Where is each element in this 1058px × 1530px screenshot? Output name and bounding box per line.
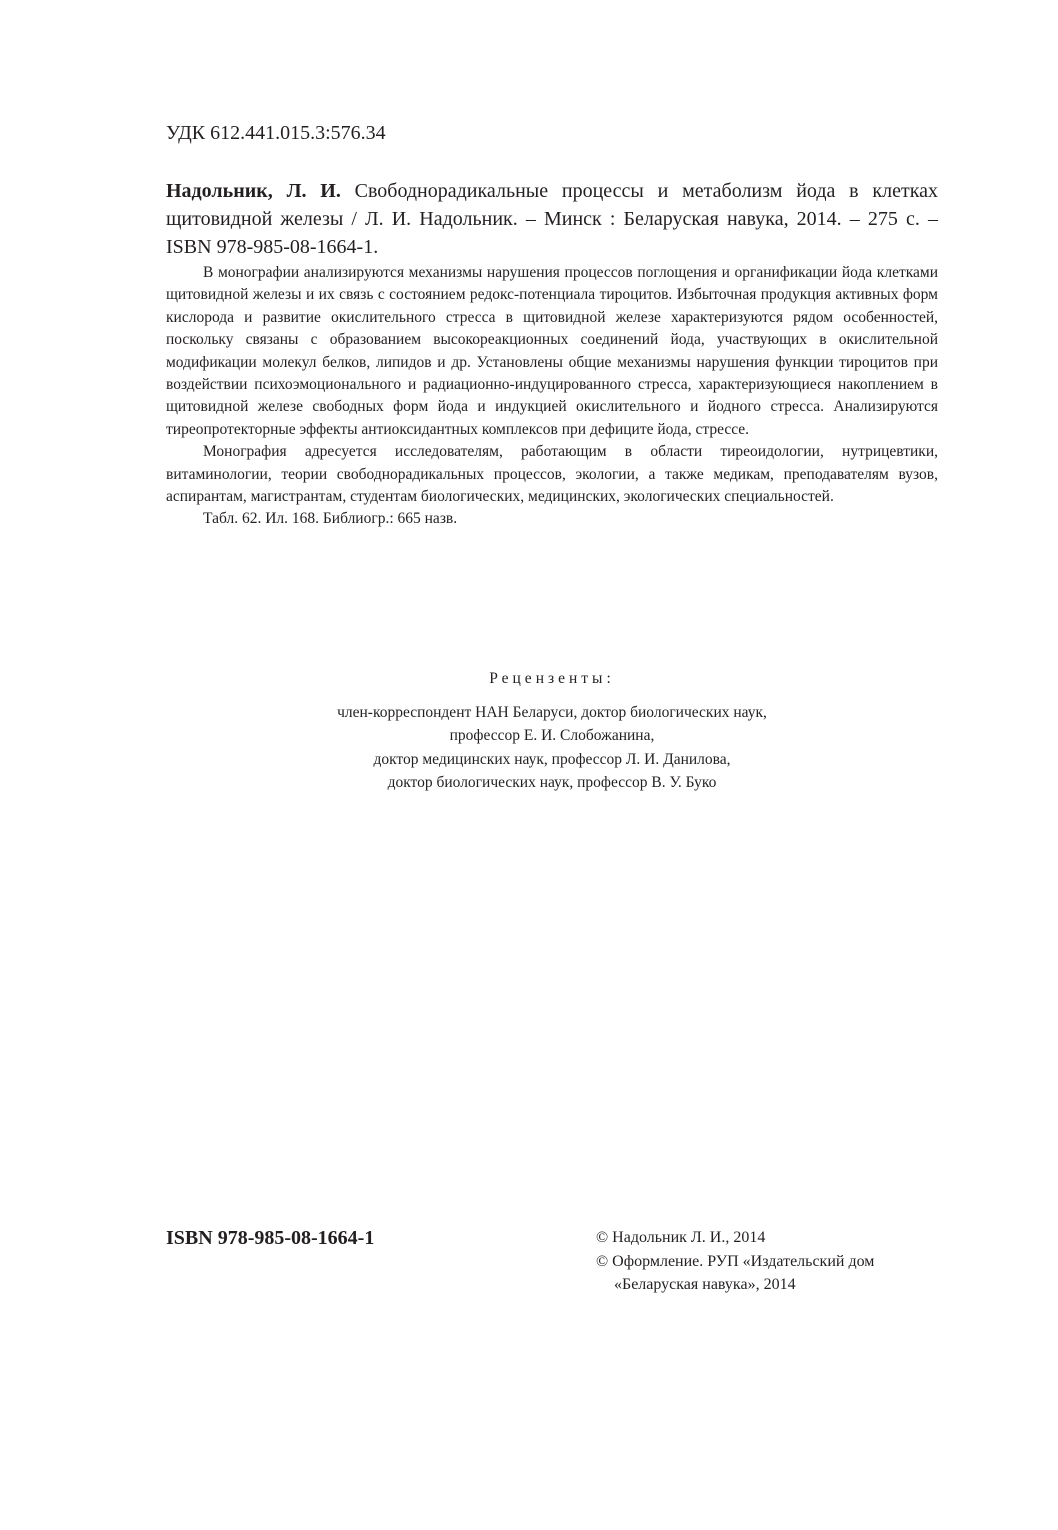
copyright-block (596, 1226, 874, 1297)
reviewer-line: профессор Е. И. Слобожанина, (449, 727, 655, 744)
citation-text: Свободнорадикальные процессы и метаболизм йода в клетках щитовидной железы / Л. И. Надольник. – Минск : Беларуская навука, 2014. – 275 с. – ISBN 978-985-08-1664-1. (166, 180, 938, 258)
citation-author: Надольник, Л. И. (166, 180, 341, 202)
tables-info: Табл. 62. Ил. 168. Библиогр.: 665 назв. (203, 510, 458, 528)
reviewer-line: доктор медицинских наук, профессор Л. И. Данилова, (373, 750, 731, 768)
abstract-paragraph: В монографии анализируются механизмы нарушения процессов поглощения и органификации йода клетками щитовидной железы и их связь с состоянием редокс-потенциала тироцитов. Избыточная продукция активных форм кислорода и развитие окислительного стресса в щитовидной железе характеризуются рядом особенностей, поскольку связаны с образованием высокореакционных соединений йода, участвующих в окислительной модификации молекул белков, липидов и др. Установлены общие механизмы нарушения функции тироцитов при воздействии психоэмоционального и радиационно-индуцированного стресса, характеризующиеся накоплением в щитовидной железе свободных форм йода и индукцией окислительного и йодного стресса. Анализируются тиреопротекторные эффекты антиоксидантных комплексов при дефиците йода, стрессе. (166, 264, 938, 438)
copyright-publisher: «Беларуская навука», 2014 (614, 1276, 796, 1293)
reviewers-heading: Рецензенты: (489, 670, 615, 687)
abstract (166, 262, 938, 531)
copyright-author: © Надольник Л. И., 2014 (596, 1229, 766, 1246)
isbn: ISBN 978-985-08-1664-1 (166, 1227, 375, 1249)
bibliographic-citation (166, 177, 938, 261)
reviewers-block (166, 667, 938, 795)
reviewer-line: член-корреспондент НАН Беларуси, доктор биологических наук, (337, 703, 767, 721)
udk-code: УДК 612.441.015.3:576.34 (166, 122, 386, 144)
audience-paragraph: Монография адресуется исследователям, работающим в области тиреоидологии, нутрицевтики, витаминологии, теории свободнорадикальных процессов, экологии, а также медикам, преподавателям вузов, аспирантам, магистрантам, студентам биологических, медицинских, экологических специальностей. (166, 443, 938, 506)
reviewer-line: доктор биологических наук, профессор В. У. Буко (387, 774, 717, 791)
copyright-design: © Оформление. РУП «Издательский дом (596, 1252, 875, 1270)
